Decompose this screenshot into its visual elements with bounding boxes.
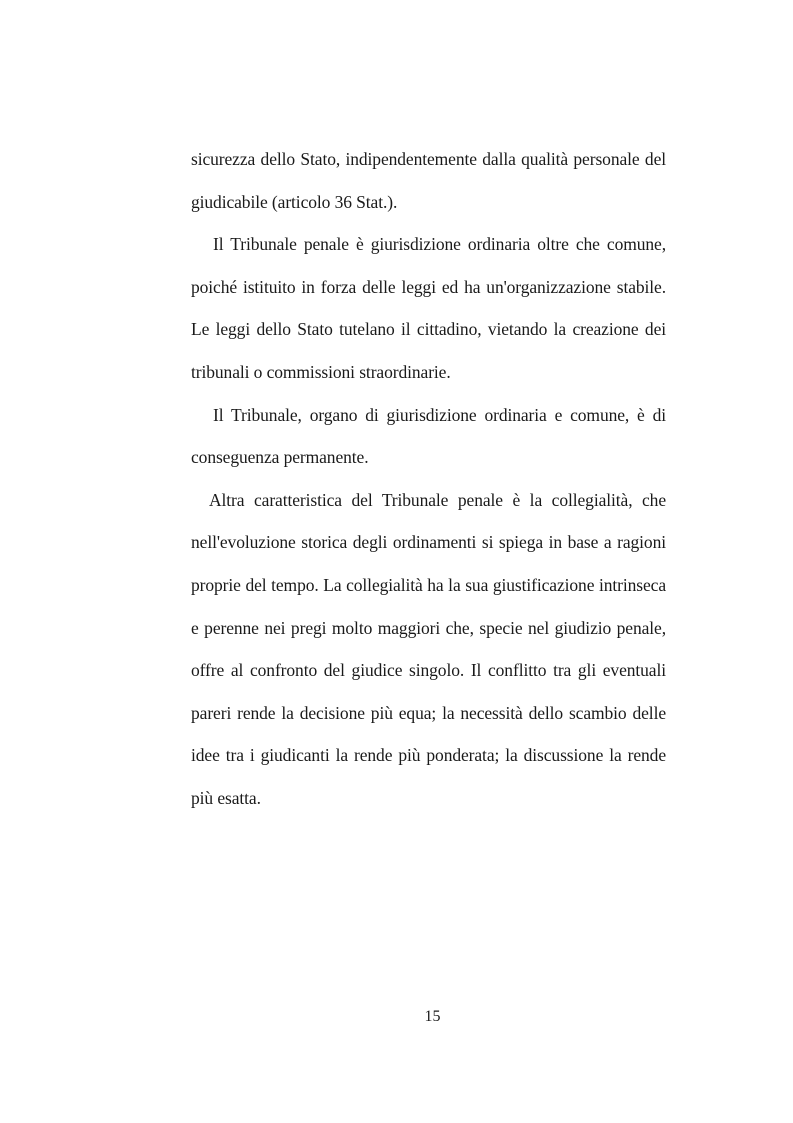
paragraph-tribunale-permanente: Il Tribunale, organo di giurisdizione ordinaria e comune, è di conseguenza permanente. <box>191 404 666 468</box>
page-number: 15 <box>424 1008 441 1025</box>
paragraph-tribunale-giurisdizione: Il Tribunale penale è giurisdizione ordinaria oltre che comune, poiché istituito in forza delle leggi ed ha un'organizzazione stabile. Le leggi dello Stato tutelano il cittadino, vietando la creazione dei tribunali o commissioni straordinarie. <box>191 234 666 382</box>
paragraph-continuation: sicurezza dello Stato, indipendentemente dalla qualità personale del giudicabile (articolo 36 Stat.). <box>191 149 666 212</box>
body-text <box>191 138 666 820</box>
paragraph-collegialita: Altra caratteristica del Tribunale penale è la collegialità, che nell'evoluzione storica degli ordinamenti si spiega in base a ragioni proprie del tempo. La collegialità ha la sua giustificazione intrinseca e perenne nei pregi molto maggiori che, specie nel giudizio penale, offre al confronto del giudice singolo. Il conflitto tra gli eventuali pareri rende la decisione più equa; la necessità dello scambio delle idee tra i giudicanti la rende più ponderata; la discussione la rende più esatta. <box>191 489 666 808</box>
